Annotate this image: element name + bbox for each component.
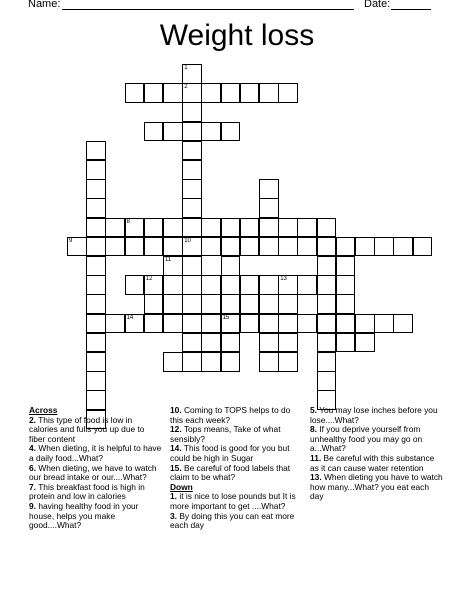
clue-num: 15.	[170, 462, 182, 473]
grid-cell[interactable]	[163, 83, 183, 103]
grid-cell[interactable]	[86, 237, 106, 257]
grid-cell[interactable]	[182, 102, 202, 122]
section-heading: Across	[29, 405, 58, 415]
grid-cell[interactable]	[125, 83, 145, 103]
grid-cell[interactable]	[201, 218, 221, 238]
grid-cell[interactable]	[240, 294, 260, 314]
clue-num: 10.	[170, 405, 182, 415]
grid-cell[interactable]	[86, 141, 106, 161]
grid-cell[interactable]	[221, 122, 241, 142]
grid-cell[interactable]	[86, 314, 106, 334]
grid-cell[interactable]	[86, 218, 106, 238]
clue-num: 5.	[310, 405, 317, 415]
grid-cell[interactable]	[182, 179, 202, 199]
grid-cell[interactable]	[259, 333, 279, 353]
grid-cell[interactable]	[317, 256, 337, 276]
clue-num: 14.	[170, 443, 182, 454]
grid-cell[interactable]	[259, 352, 279, 372]
clue-num: 8.	[310, 424, 317, 435]
clue-text	[170, 425, 304, 444]
grid-cell[interactable]	[163, 218, 183, 238]
clue-text	[310, 454, 444, 473]
grid-cell[interactable]	[221, 83, 241, 103]
grid-cell[interactable]	[374, 237, 394, 257]
clue-text	[29, 416, 163, 445]
clue-num: 6.	[29, 462, 36, 473]
clue-text	[310, 425, 444, 454]
grid-cell[interactable]	[413, 237, 433, 257]
grid-cell[interactable]	[240, 314, 260, 334]
grid-cell[interactable]	[297, 218, 317, 238]
grid-cell[interactable]	[355, 237, 375, 257]
clue-number: 13	[280, 276, 287, 283]
grid-cell[interactable]	[86, 294, 106, 314]
grid-cell[interactable]	[201, 83, 221, 103]
grid-cell[interactable]	[105, 237, 125, 257]
grid-cell[interactable]	[182, 198, 202, 218]
grid-cell[interactable]	[278, 275, 298, 295]
grid-cell[interactable]	[259, 294, 279, 314]
clue-text	[170, 492, 304, 511]
grid-cell[interactable]	[336, 294, 356, 314]
grid-cell[interactable]	[144, 314, 164, 334]
grid-cell[interactable]	[297, 275, 317, 295]
grid-cell[interactable]	[278, 237, 298, 257]
grid-cell[interactable]	[278, 294, 298, 314]
clue-num: 9.	[29, 500, 36, 511]
grid-cell[interactable]	[201, 352, 221, 372]
grid-cell[interactable]	[67, 237, 87, 257]
grid-cell[interactable]	[144, 237, 164, 257]
grid-cell[interactable]	[297, 237, 317, 257]
grid-cell[interactable]	[163, 314, 183, 334]
grid-cell[interactable]	[163, 237, 183, 257]
grid-cell[interactable]	[201, 275, 221, 295]
section-heading: Down	[170, 481, 193, 492]
clue-number: 12	[145, 276, 153, 283]
clue-text	[29, 464, 163, 483]
clue-num: 4.	[29, 443, 36, 454]
grid-cell[interactable]	[278, 352, 298, 372]
grid-cell[interactable]	[259, 179, 279, 199]
grid-cell[interactable]	[355, 333, 375, 353]
clue-text	[29, 502, 163, 531]
grid-cell[interactable]	[221, 333, 241, 353]
grid-cell[interactable]	[144, 294, 164, 314]
grid-cell[interactable]	[182, 122, 202, 142]
clue-body: This breakfast food is high in protein and low in calories	[29, 481, 145, 502]
grid-cell[interactable]	[317, 275, 337, 295]
grid-cell[interactable]	[201, 333, 221, 353]
grid-cell[interactable]	[125, 314, 145, 334]
grid-cell[interactable]	[221, 314, 241, 334]
grid-cell[interactable]	[317, 371, 337, 391]
grid-cell[interactable]	[163, 275, 183, 295]
grid-cell[interactable]	[86, 275, 106, 295]
clue-body: having healthy food in your house, helps you make good....What?	[29, 500, 139, 531]
grid-cell[interactable]	[163, 352, 183, 372]
grid-cell[interactable]	[163, 294, 183, 314]
grid-cell[interactable]	[259, 198, 279, 218]
grid-cell[interactable]	[336, 256, 356, 276]
grid-cell[interactable]	[259, 83, 279, 103]
grid-cell[interactable]	[393, 237, 413, 257]
clue-text	[170, 444, 304, 463]
grid-cell[interactable]	[125, 275, 145, 295]
clue-body: Tops means, Take of what sensibly?	[170, 424, 281, 444]
grid-cell[interactable]	[86, 198, 106, 218]
grid-cell[interactable]	[86, 256, 106, 276]
clue-num: 13.	[310, 472, 322, 483]
grid-cell[interactable]	[278, 83, 298, 103]
grid-cell[interactable]	[182, 160, 202, 180]
clue-body: You may lose inches before you lose....What?	[310, 405, 438, 425]
clues-area	[0, 406, 474, 611]
clue-number: 1	[184, 65, 188, 71]
clue-body: it is nice to lose pounds but It is more important to get ....What?	[170, 491, 296, 511]
clue-body: Be careful with this substance as it can cause water retention	[310, 452, 435, 473]
grid-cell[interactable]	[317, 333, 337, 353]
grid-cell[interactable]	[86, 333, 106, 353]
date-label: Date:	[364, 0, 391, 10]
clue-number: 10	[184, 237, 191, 244]
grid-cell[interactable]	[221, 237, 241, 257]
clue-number: 15	[222, 314, 230, 321]
grid-cell[interactable]	[317, 352, 337, 372]
grid-cell[interactable]	[182, 141, 202, 161]
clue-num: 1.	[170, 491, 177, 502]
clue-text	[170, 464, 304, 483]
clue-text	[310, 406, 444, 425]
grid-cell[interactable]	[201, 314, 221, 334]
clue-body: By doing this you can eat more each day	[170, 510, 295, 531]
grid-cell[interactable]	[201, 237, 221, 257]
clue-body: If you deprive yourself from unhealthy food you may go on a...What?	[310, 424, 423, 454]
grid-cell[interactable]	[86, 371, 106, 391]
grid-cell[interactable]	[182, 83, 202, 103]
grid-cell[interactable]	[393, 314, 413, 334]
grid-cell[interactable]	[125, 237, 145, 257]
grid-cell[interactable]	[297, 314, 317, 334]
grid-cell[interactable]	[374, 314, 394, 334]
grid-cell[interactable]	[336, 275, 356, 295]
grid-cell[interactable]	[259, 218, 279, 238]
grid-cell[interactable]	[336, 333, 356, 353]
grid-cell[interactable]	[125, 218, 145, 238]
clue-num: 7.	[29, 481, 36, 492]
grid-cell[interactable]	[221, 352, 241, 372]
grid-cell[interactable]	[182, 294, 202, 314]
clue-body: This food is good for you but could be high in Sugar	[170, 443, 290, 463]
grid-cell[interactable]	[144, 122, 164, 142]
grid-cell[interactable]	[182, 64, 202, 84]
clue-body: This type of food is low in calories and fulls you up due to fiber content	[29, 414, 145, 444]
page-title: Weight loss	[159, 19, 315, 52]
clue-text	[170, 406, 304, 425]
grid-cell[interactable]	[317, 237, 337, 257]
clue-text	[29, 444, 163, 463]
grid-cell[interactable]	[259, 237, 279, 257]
grid-cell[interactable]	[182, 218, 202, 238]
grid-cell[interactable]	[278, 218, 298, 238]
grid-cell[interactable]	[182, 352, 202, 372]
grid-cell[interactable]	[240, 275, 260, 295]
grid-cell[interactable]	[336, 314, 356, 334]
clue-number: 14	[126, 314, 134, 321]
grid-cell[interactable]	[86, 179, 106, 199]
clue-body: When dieting, we have to watch our bread intake or our....What?	[29, 462, 157, 483]
grid-cell[interactable]	[86, 352, 106, 372]
grid-cell[interactable]	[240, 83, 260, 103]
clue-body: When dieting you have to watch how many...What? you eat each day	[310, 472, 443, 502]
grid-cell[interactable]	[221, 275, 241, 295]
clue-number: 2	[184, 84, 188, 91]
grid-cell[interactable]	[182, 275, 202, 295]
clue-num: 2.	[29, 414, 36, 425]
grid-cell[interactable]	[259, 314, 279, 334]
clue-num: 12.	[170, 424, 182, 435]
clue-text	[310, 473, 444, 502]
grid-cell[interactable]	[201, 122, 221, 142]
grid-cell[interactable]	[182, 314, 202, 334]
grid-cell[interactable]	[105, 314, 125, 334]
clue-number: 8	[126, 218, 130, 225]
clue-body: When dieting, it is helpful to have a daily food...What?	[29, 443, 162, 463]
grid-cell[interactable]	[182, 333, 202, 353]
grid-cell[interactable]	[317, 218, 337, 238]
grid-cell[interactable]	[336, 237, 356, 257]
clue-body: Coming to TOPS helps to do this each week?	[170, 405, 291, 425]
clue-text	[29, 483, 163, 502]
grid-cell[interactable]	[163, 122, 183, 142]
clue-text	[170, 512, 304, 531]
grid-cell[interactable]	[182, 237, 202, 257]
grid-cell[interactable]	[201, 294, 221, 314]
grid-cell[interactable]	[355, 314, 375, 334]
grid-cell[interactable]	[240, 218, 260, 238]
clue-num: 3.	[170, 510, 177, 521]
grid-cell[interactable]	[182, 256, 202, 276]
grid-cell[interactable]	[144, 275, 164, 295]
clue-number: 9	[69, 237, 73, 244]
grid-cell[interactable]	[240, 237, 260, 257]
grid-cell[interactable]	[317, 314, 337, 334]
clue-body: Be careful of food labels that claim to be what?	[170, 462, 291, 483]
grid-cell[interactable]	[221, 256, 241, 276]
clues-column-3	[310, 406, 444, 502]
grid-cell[interactable]	[144, 83, 164, 103]
clues-column-2	[170, 406, 304, 531]
grid-cell[interactable]	[144, 218, 164, 238]
grid-cell[interactable]	[278, 333, 298, 353]
clue-number: 11	[165, 257, 172, 263]
grid-cell[interactable]	[221, 294, 241, 314]
grid-cell[interactable]	[259, 275, 279, 295]
grid-cell[interactable]	[221, 218, 241, 238]
grid-cell[interactable]	[317, 294, 337, 314]
grid-cell[interactable]	[105, 218, 125, 238]
grid-cell[interactable]	[278, 314, 298, 334]
grid-cell[interactable]	[86, 160, 106, 180]
clues-column-1	[29, 406, 163, 531]
name-label: Name:	[28, 0, 61, 10]
grid-cell[interactable]	[163, 256, 183, 276]
clue-num: 11.	[310, 452, 322, 463]
